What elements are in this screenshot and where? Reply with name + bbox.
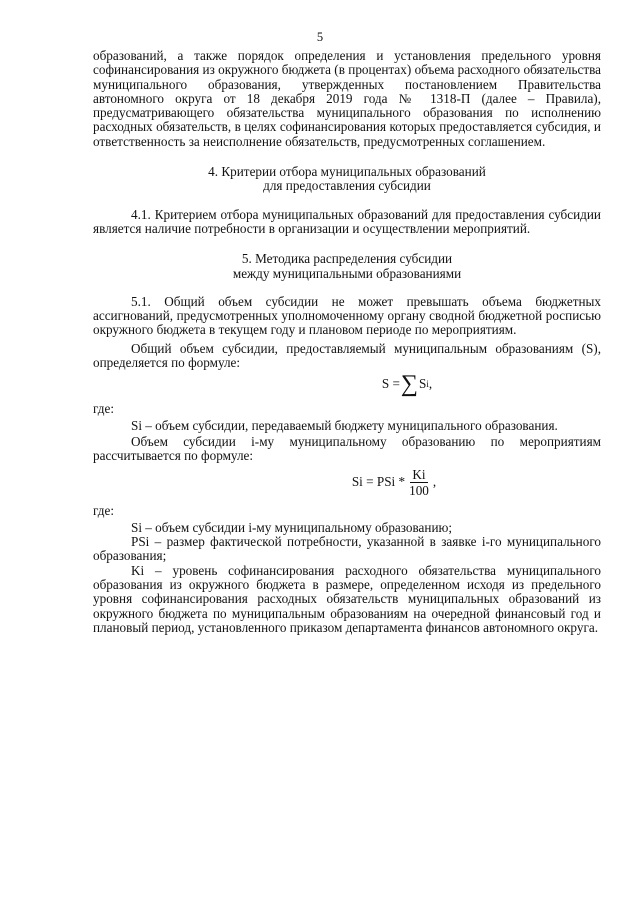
section5-paragraph-1: 5.1. Общий объем субсидии не может превышать объема бюджетных ассигнований, предусмотренных уполномоченному органу сводной бюджетной росписью окружного бюджета в текущем году и плановом периоде по мероприятиям. bbox=[93, 293, 601, 338]
page-number: 5 bbox=[316, 30, 324, 44]
definition-si: Si – объем субсидии, передаваемый бюджету муниципального образования. bbox=[131, 417, 558, 433]
formula-total-subsidy bbox=[93, 371, 601, 398]
fraction-denominator: 100 bbox=[409, 482, 429, 498]
formula-municipal-subsidy bbox=[93, 467, 601, 498]
summation-symbol: ∑ bbox=[400, 371, 419, 398]
formula1-term: S bbox=[419, 376, 427, 392]
section5-paragraph-2: Общий объем субсидии, предоставляемый муниципальным образованиям (S), определяется по формуле: bbox=[93, 340, 601, 371]
definition-psi: PSi – размер фактической потребности, указанной в заявке i-го муниципального образования; bbox=[93, 534, 601, 564]
formula2-tail: , bbox=[432, 473, 437, 489]
document-body bbox=[93, 49, 601, 635]
section5-title-line1: 5. Методика распределения субсидии bbox=[241, 251, 453, 267]
where-label-1: где: bbox=[93, 401, 114, 417]
formula1-tail: , bbox=[428, 376, 433, 392]
intro-paragraph: образований, а также порядок определения и установления предельного уровня софинансирования из окружного бюджета (в процентах) объема расходного обязательства муниципального образования, утвержденных постановлением Правительства автономного округа от 18 декабря 2019 года № 1318-П (далее – Правила), предусматривающего обязательства муниципального образования по исполнению расходных обязательств, в целях софинансирования которых предоставляется субсидия, и ответственность за неисполнение обязательств, предусмотренных соглашением. bbox=[93, 48, 601, 149]
where-label-2: где: bbox=[93, 502, 114, 518]
section4-paragraph-1: 4.1. Критерием отбора муниципальных образований для предоставления субсидии является наличие потребности в организации и осуществлении мероприятий. bbox=[93, 206, 601, 236]
definition-si-2: Si – объем субсидии i-му муниципальному образованию; bbox=[131, 519, 453, 535]
formula2-lhs: Si = PSi * bbox=[351, 473, 406, 489]
section4-title-line1: 4. Критерии отбора муниципальных образований bbox=[208, 164, 486, 180]
fraction-numerator: Ki bbox=[412, 466, 426, 482]
section4-title-line2: для предоставления субсидии bbox=[263, 178, 431, 194]
section5-title-line2: между муниципальными образованиями bbox=[232, 265, 462, 281]
section5-paragraph-3: Объем субсидии i-му муниципальному образованию по мероприятиям рассчитывается по формуле: bbox=[93, 433, 601, 464]
definition-ki: Ki – уровень софинансирования расходного обязательства муниципального образования из окружного бюджета в размере, определенном исходя из предельного уровня софинансирования расходных обязательств муниципальных образований из окружного бюджета по муниципальным образованиям на очередной финансовый год и плановый период, установленного приказом департамента финансов автономного округа. bbox=[93, 562, 601, 635]
formula1-subscript: i bbox=[426, 379, 429, 390]
fraction bbox=[407, 467, 431, 498]
formula1-lhs: S = bbox=[381, 376, 400, 392]
